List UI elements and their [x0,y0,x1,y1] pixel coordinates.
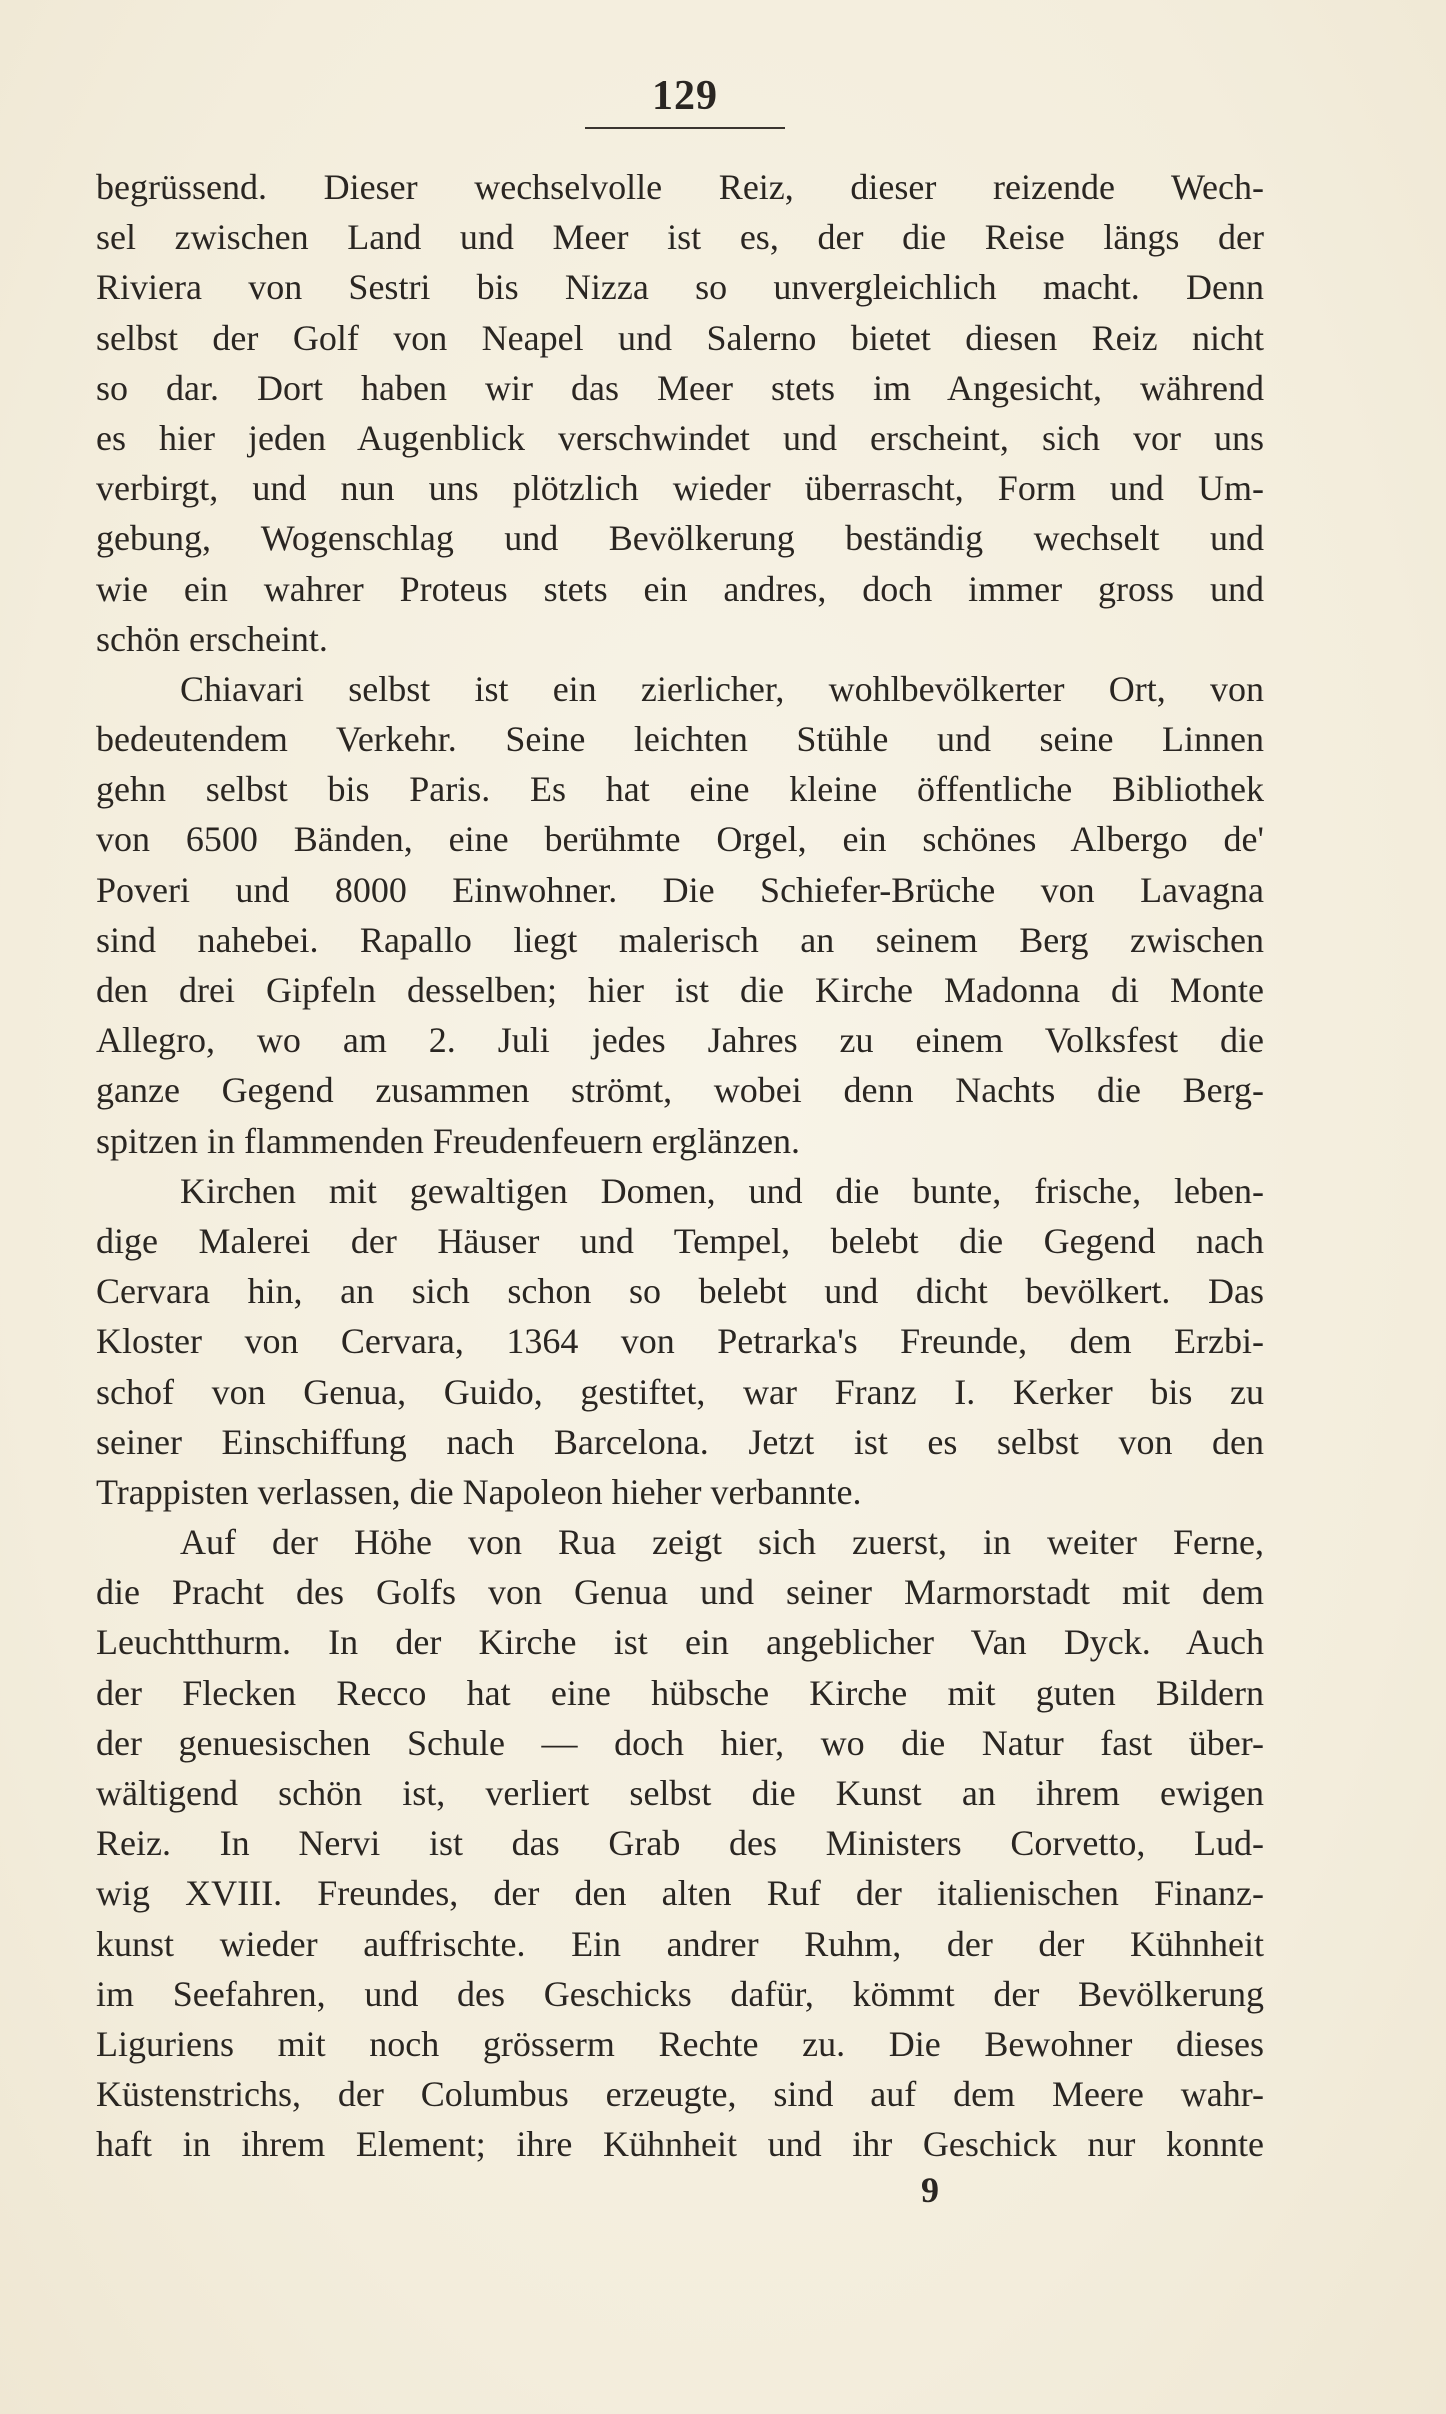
page-number: 129 [652,73,718,119]
text-line: Riviera von Sestri bis Nizza so unvergleichlich macht. Denn [96,267,1264,308]
header-rule [585,127,785,129]
text-line: schof von Genua, Guido, gestiftet, war Franz I. Kerker bis zu [96,1371,1264,1412]
text-line: sind nahebei. Rapallo liegt malerisch an seinem Berg zwischen [96,919,1264,960]
text-line: Trappisten verlassen, die Napoleon hieher verbannte. [96,1471,862,1512]
text-line: im Seefahren, und des Geschicks dafür, kömmt der Bevölkerung [96,1973,1264,2014]
text-line: Kloster von Cervara, 1364 von Petrarka's Freunde, dem Erzbi- [96,1321,1264,1362]
text-line: Allegro, wo am 2. Juli jedes Jahres zu einem Volksfest die [96,1020,1264,1061]
text-line: der Flecken Recco hat eine hübsche Kirche mit guten Bildern [96,1672,1264,1713]
text-line: die Pracht des Golfs von Genua und seiner Marmorstadt mit dem [96,1572,1264,1613]
text-line: Cervara hin, an sich schon so belebt und dicht bevölkert. Das [96,1271,1264,1312]
text-line: gebung, Wogenschlag und Bevölkerung beständig wechselt und [96,518,1264,559]
text-line: wältigend schön ist, verliert selbst die Kunst an ihrem ewigen [96,1773,1264,1813]
page-header [585,72,785,120]
text-line: den drei Gipfeln desselben; hier ist die Kirche Madonna di Monte [96,970,1264,1010]
text-line: es hier jeden Augenblick verschwindet und erscheint, sich vor uns [96,417,1264,458]
text-line: begrüssend. Dieser wechselvolle Reiz, dieser reizende Wech- [96,167,1264,207]
paragraph-first-line: Kirchen mit gewaltigen Domen, und die bunte, frische, leben- [180,1170,1264,1211]
text-line: verbirgt, und nun uns plötzlich wieder überrascht, Form und Um- [96,468,1264,509]
text-line: Poveri und 8000 Einwohner. Die Schiefer-Brüche von Lavagna [96,869,1264,910]
text-line: kunst wieder auffrischte. Ein andrer Ruhm, der der Kühnheit [96,1923,1264,1964]
text-line: wig XVIII. Freundes, der den alten Ruf der italienischen Finanz- [96,1873,1264,1914]
text-line: Reiz. In Nervi ist das Grab des Ministers Corvetto, Lud- [96,1823,1264,1864]
text-line: bedeutendem Verkehr. Seine leichten Stühle und seine Linnen [96,719,1264,760]
text-line: Küstenstrichs, der Columbus erzeugte, sind auf dem Meere wahr- [96,2074,1264,2115]
text-line: selbst der Golf von Neapel und Salerno bietet diesen Reiz nicht [96,317,1264,358]
text-line: so dar. Dort haben wir das Meer stets im Angesicht, während [96,367,1264,408]
text-line: von 6500 Bänden, eine berühmte Orgel, ein schönes Albergo de' [96,819,1264,860]
body-text [96,162,1264,2170]
text-line: Leuchtthurm. In der Kirche ist ein angeblicher Van Dyck. Auch [96,1622,1264,1663]
text-line: ganze Gegend zusammen strömt, wobei denn Nachts die Berg- [96,1070,1264,1111]
text-line: schön erscheint. [96,618,328,659]
text-line: wie ein wahrer Proteus stets ein andres, doch immer gross und [96,568,1264,609]
text-line: spitzen in flammenden Freudenfeuern erglänzen. [96,1120,801,1161]
paragraph-first-line: Auf der Höhe von Rua zeigt sich zuerst, in weiter Ferne, [180,1522,1264,1563]
text-line: Liguriens mit noch grösserm Rechte zu. Die Bewohner dieses [96,2023,1264,2064]
text-line: dige Malerei der Häuser und Tempel, belebt die Gegend nach [96,1220,1264,1261]
text-line: der genuesischen Schule — doch hier, wo die Natur fast über- [96,1722,1264,1763]
text-line: haft in ihrem Element; ihre Kühnheit und ihr Geschick nur konnte [96,2124,1264,2165]
text-line: seiner Einschiffung nach Barcelona. Jetzt ist es selbst von den [96,1421,1264,1462]
text-line: gehn selbst bis Paris. Es hat eine kleine öffentliche Bibliothek [96,769,1264,810]
paragraph-first-line: Chiavari selbst ist ein zierlicher, wohlbevölkerter Ort, von [180,668,1264,709]
signature-mark: 9 [921,2170,939,2210]
text-line: sel zwischen Land und Meer ist es, der die Reise längs der [96,217,1264,258]
